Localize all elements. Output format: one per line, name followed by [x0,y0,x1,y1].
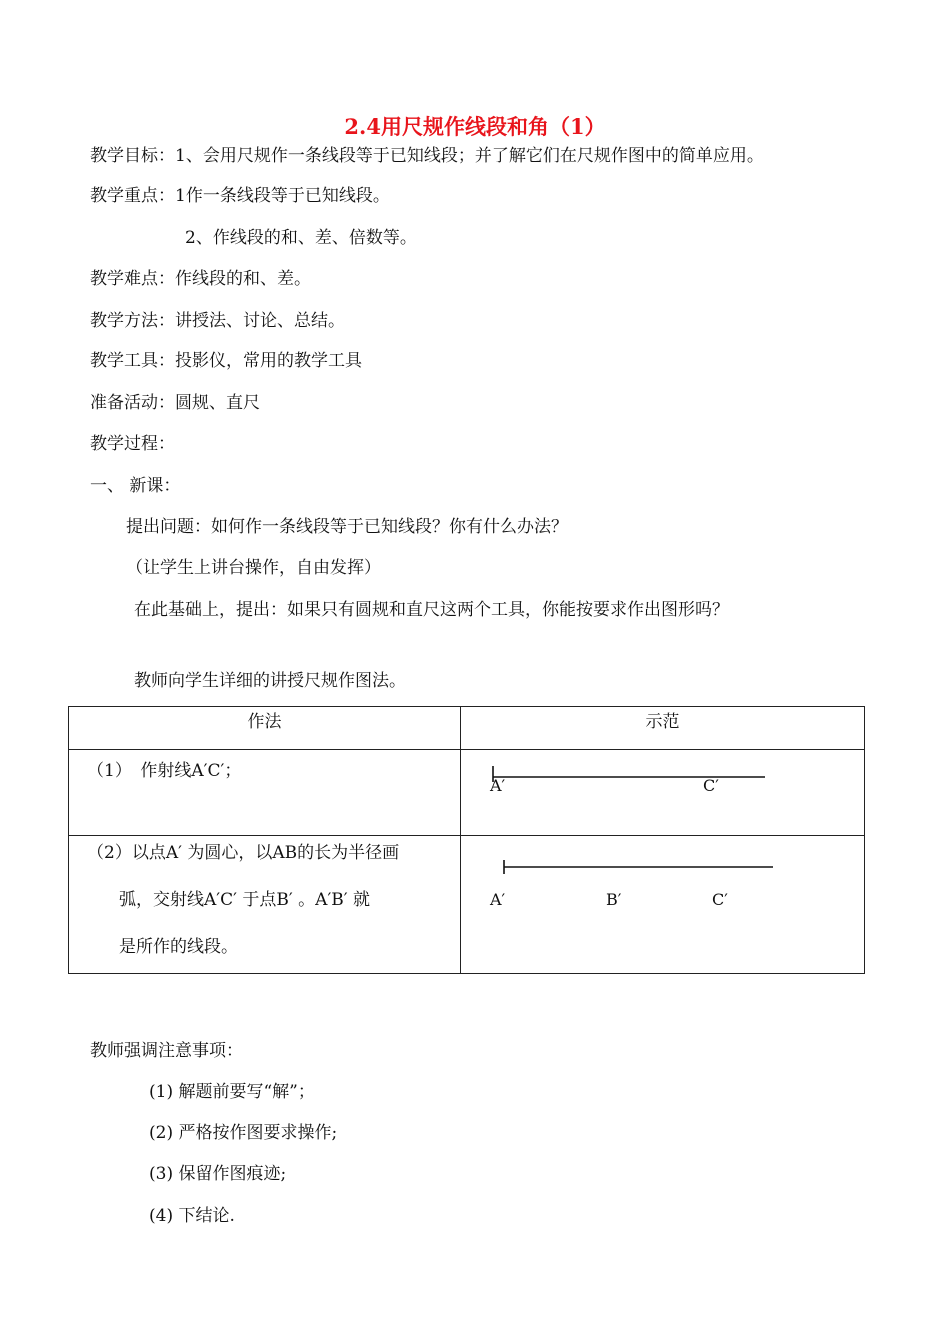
key-point-1: 教学重点：1作一条线段等于已知线段。 [90,186,390,206]
note-item: (4) 下结论. [149,1206,235,1226]
ray-diagram-1 [461,750,861,834]
step-2-line-2: 弧，交射线A′C′ 于点B′ 。A′B′ 就 [119,890,371,910]
teaching-difficulty: 教学难点：作线段的和、差。 [90,269,311,289]
teaching-tools: 教学工具：投影仪，常用的教学工具 [90,351,362,371]
step-2-line-3: 是所作的线段。 [119,937,238,957]
construction-table [68,706,865,974]
header-method: 作法 [69,707,461,750]
teaching-method: 教学方法：讲授法、讨论、总结。 [90,311,345,331]
teaching-process: 教学过程： [90,434,175,454]
note-item: (2) 严格按作图要求操作; [149,1123,338,1143]
step-2-cell [69,836,461,974]
label-b-prime: B′ [606,890,622,909]
step-1-cell [69,750,461,836]
ray-diagram-2 [461,836,861,972]
activity-text: （让学生上讲台操作，自由发挥） [126,558,381,578]
note-item: (3) 保留作图痕迹; [149,1164,287,1184]
question-text: 提出问题：如何作一条线段等于已知线段？你有什么办法？ [126,517,568,537]
label-a-prime: A′ [490,776,506,795]
label-c-prime: C′ [703,776,719,795]
demo-2-cell [461,836,865,974]
notes-heading: 教师强调注意事项： [90,1041,243,1061]
step-2-line-1: （2）以点A′ 为圆心，以AB的长为半径画 [87,843,400,863]
teacher-text: 教师向学生详细的讲授尺规作图法。 [134,671,406,691]
header-demo: 示范 [461,707,865,750]
step-1-text: （1） 作射线A′C′； [87,761,242,781]
note-item: (1) 解题前要写“解”； [149,1082,315,1102]
preparation: 准备活动：圆规、直尺 [90,393,260,413]
label-c-prime: C′ [712,890,728,909]
demo-1-cell [461,750,865,836]
label-a-prime: A′ [490,890,506,909]
teaching-goal: 教学目标：1、会用尺规作一条线段等于已知线段；并了解它们在尺规作图中的简单应用。 [90,146,764,166]
key-point-2: 2、作线段的和、差、倍数等。 [185,228,417,248]
section-new-lesson: 一、 新课： [90,476,181,496]
document-title: 2.4用尺规作线段和角（1） [344,114,606,139]
followup-text: 在此基础上，提出：如果只有圆规和直尺这两个工具，你能按要求作出图形吗？ [134,600,729,620]
